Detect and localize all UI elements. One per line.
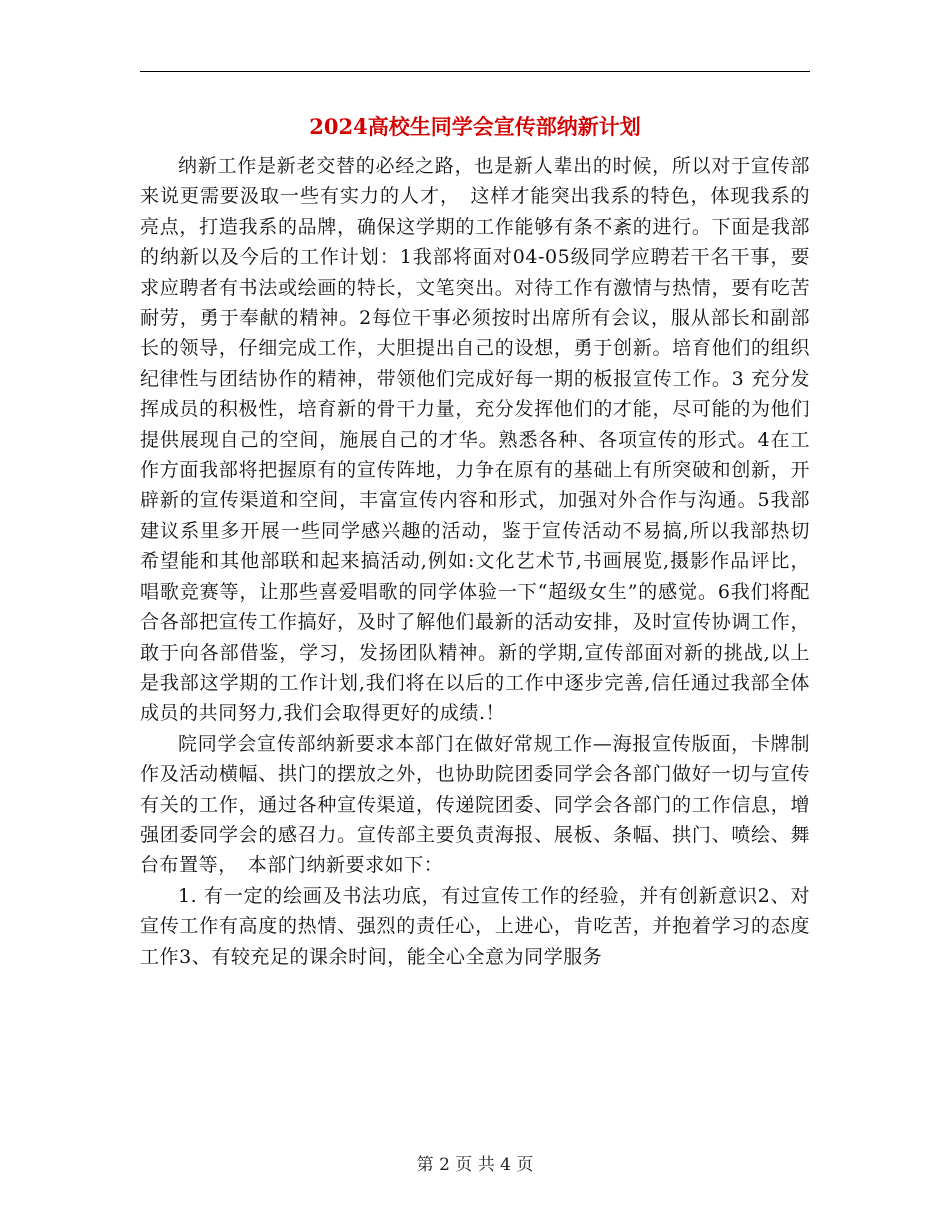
header-rule bbox=[140, 71, 810, 72]
footer-total-pages: 4 bbox=[500, 1155, 511, 1175]
document-body bbox=[140, 151, 810, 972]
footer-middle: 页 共 bbox=[455, 1155, 495, 1175]
footer-suffix: 页 bbox=[516, 1155, 534, 1175]
document-title: 2024高校生同学会宣传部纳新计划 bbox=[309, 114, 641, 139]
body-paragraph-1: 纳新工作是新老交替的必经之路，也是新人辈出的时候，所以对于宣传部来说更需要汲取一些有实力的人才， 这样才能突出我系的特色，体现我系的亮点，打造我系的品牌，确保这学期的工作能够有条不紊的进行。下面是我部的纳新以及今后的工作计划：1我部将面对04-05级同学应聘若干名干事，要求应聘者有书法或绘画的特长，文笔突出。对待工作有激情与热情，要有吃苦耐劳，勇于奉献的精神。2每位干事必须按时出席所有会议，服从部长和副部长的领导，仔细完成工作，大胆提出自己的设想，勇于创新。培育他们的组织纪律性与团结协作的精神，带领他们完成好每一期的板报宣传工作。3 充分发挥成员的积极性，培育新的骨干力量，充分发挥他们的才能，尽可能的为他们提供展现自己的空间，施展自己的才华。熟悉各种、各项宣传的形式。4在工作方面我部将把握原有的宣传阵地，力争在原有的基础上有所突破和创新，开辟新的宣传渠道和空间，丰富宣传内容和形式，加强对外合作与沟通。5我部建议系里多开展一些同学感兴趣的活动，鉴于宣传活动不易搞,所以我部热切希望能和其他部联和起来搞活动,例如:文化艺术节,书画展览,摄影作品评比，唱歌竞赛等，让那些喜爱唱歌的同学体验一下“超级女生”的感觉。6我们将配合各部把宣传工作搞好，及时了解他们最新的活动安排，及时宣传协调工作，敢于向各部借鉴，学习，发扬团队精神。新的学期,宣传部面对新的挑战,以上是我部这学期的工作计划,我们将在以后的工作中逐步完善,信任通过我部全体成员的共同努力,我们会取得更好的成绩.！ bbox=[140, 155, 810, 725]
body-paragraph-2: 院同学会宣传部纳新要求本部门在做好常规工作—海报宣传版面，卡牌制作及活动横幅、拱门的摆放之外，也协助院团委同学会各部门做好一切与宣传有关的工作，通过各种宣传渠道，传递院团委、同学会各部门的工作信息，增强团委同学会的感召力。宣传部主要负责海报、展板、条幅、拱门、喷绘、舞台布置等， 本部门纳新要求如下： bbox=[140, 732, 810, 877]
footer-current-page: 2 bbox=[439, 1155, 450, 1175]
footer-prefix: 第 bbox=[416, 1155, 434, 1175]
page-footer bbox=[140, 1153, 810, 1177]
body-paragraph-3: 1. 有一定的绘画及书法功底，有过宣传工作的经验，并有创新意识2、对宣传工作有高度的热情、强烈的责任心，上进心，肯吃苦，并抱着学习的态度工作3、有较充足的课余时间，能全心全意为同学服务 bbox=[140, 884, 810, 968]
